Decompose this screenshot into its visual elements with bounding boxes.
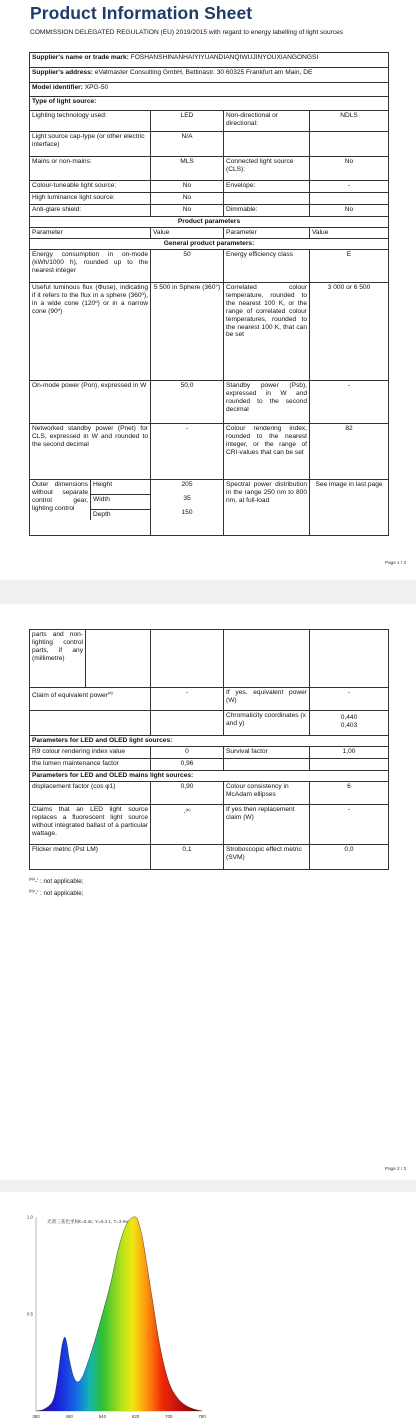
width-value: 35: [151, 494, 223, 508]
supplier-name-row: Supplier's name or trade mark: FOSHANSHINANHAIYIYUANDIANQIWUJINYOUXIANGONGSI: [30, 53, 389, 68]
height-value: 205: [151, 480, 223, 494]
page-1: [0, 0, 416, 580]
x-tick-label: 780: [198, 1414, 206, 1419]
envelope-label: Envelope:: [224, 181, 310, 193]
strobo-value: 0,0: [310, 845, 389, 870]
standby-label: Standby power (Psb), expressed in W and rounded to the second decimal: [224, 381, 310, 424]
standby-value: -: [310, 381, 389, 424]
product-params-heading: Product parameters: [30, 217, 389, 228]
x-tick-labels: [32, 1414, 206, 1419]
supplier-address-row: Supplier's address: eVatmaster Consulting GmbH, Bettinastr. 30 60325 Frankfurt am Main, DE: [30, 68, 389, 83]
y-tick-label: 1.0: [27, 1215, 34, 1220]
empty-cell: [224, 132, 310, 157]
chroma-label: Chromaticity coordinates (x and y): [224, 711, 310, 736]
empty-cell: [224, 759, 310, 771]
outer-dimensions-cell: [30, 480, 151, 536]
mains-value: MLS: [151, 157, 224, 181]
cap-value: N/A: [151, 132, 224, 157]
chart-annotation: X=0.4с, Y=0.4 1, Т=3 ёе: [78, 1219, 128, 1224]
lighting-tech-label: Lighting technology used:: [30, 111, 151, 132]
lighting-tech-value: LED: [151, 111, 224, 132]
width-label: Width: [91, 495, 150, 510]
netstandby-value: -: [151, 424, 224, 480]
onpower-label: On-mode power (Pon), expressed in W: [30, 381, 151, 424]
product-info-table-continued: [29, 629, 389, 870]
nondir-value: NDLS: [310, 111, 389, 132]
type-heading: Type of light source:: [30, 97, 389, 111]
empty-cell: [310, 193, 389, 205]
cri-value: 82: [310, 424, 389, 480]
col-header-value: Value: [151, 228, 224, 239]
disp-label: displacement factor (cos φ1): [30, 782, 151, 805]
replace-label: If yes then replacement claim (W): [224, 805, 310, 845]
empty-cell: [310, 759, 389, 771]
cri-label: Colour rendering index, rounded to the nearest integer, or the range of CRI-values that can be set: [224, 424, 310, 480]
chart-title: 光谱三基色坐标: [47, 1218, 80, 1225]
x-tick-label: 460: [66, 1414, 74, 1419]
eclass-value: E: [310, 250, 389, 283]
mains-params-heading: Parameters for LED and OLED mains light sources:: [30, 771, 389, 782]
empty-cell: [310, 630, 389, 688]
dimmable-value: No: [310, 205, 389, 217]
flicker-label: Flicker metric (Pst LM): [30, 845, 151, 870]
page-number: Page 1 / 3: [385, 560, 406, 565]
outer-dimensions-label: Outer dimensions without separate control gear, lighting control: [30, 480, 90, 520]
flux-value: 5 500 in Sphere (360°): [151, 283, 224, 381]
cls-label: Connected light source (CLS):: [224, 157, 310, 181]
envelope-value: -: [310, 181, 389, 193]
x-tick-label: 620: [132, 1414, 140, 1419]
empty-cell: [224, 630, 310, 688]
equiv-w-label: If yes, equivalent power (W): [224, 688, 310, 711]
empty-cell: [310, 132, 389, 157]
spectral-chart: [0, 1192, 416, 1421]
tune-value: No: [151, 181, 224, 193]
eclass-label: Energy efficiency class: [224, 250, 310, 283]
tune-label: Colour-tuneable light source:: [30, 181, 151, 193]
document-title: Product Information Sheet: [30, 3, 252, 24]
page-separator: [0, 1180, 416, 1192]
depth-label: Depth: [91, 510, 150, 520]
x-tick-label: 380: [32, 1414, 40, 1419]
empty-cell: [224, 193, 310, 205]
survival-value: 1,00: [310, 747, 389, 759]
equiv-w-value: -: [310, 688, 389, 711]
page-separator: [0, 580, 416, 604]
page-number: Page 2 / 3: [385, 1166, 406, 1171]
x-tick-label: 700: [165, 1414, 173, 1419]
antiglare-value: No: [151, 205, 224, 217]
cct-value: 3 000 or 6 500: [310, 283, 389, 381]
y-tick-labels: [27, 1215, 34, 1317]
r9-label: R9 colour rendering index value: [30, 747, 151, 759]
strobo-label: Stroboscopic effect metric (SVM): [224, 845, 310, 870]
disp-value: 0,90: [151, 782, 224, 805]
antiglare-label: Anti-glare shield:: [30, 205, 151, 217]
dimmable-label: Dimmable:: [224, 205, 310, 217]
nondir-label: Non-directional or directional:: [224, 111, 310, 132]
col-header-parameter: Parameter: [224, 228, 310, 239]
model-row: Model identifier: XPG-50: [30, 83, 389, 97]
consist-label: Colour consistency in McAdam ellipses: [224, 782, 310, 805]
highlum-label: High luminance light source:: [30, 193, 151, 205]
spectral-value: See image in last page: [310, 480, 389, 536]
footnote-b: $^{(b)}$'-' : not applicable;: [29, 888, 83, 897]
r9-value: 0: [151, 747, 224, 759]
footnote-a: $^{(a)}$'-' : not applicable;: [29, 876, 83, 885]
flicker-value: 0,1: [151, 845, 224, 870]
flux-label: Useful luminous flux (Φuse), indicating if it refers to the flux in a sphere (360º), in a wide cone (120º) or in a narrow cone (90º): [30, 283, 151, 381]
col-header-value: Value: [310, 228, 389, 239]
regulation-text: COMMISSION DELEGATED REGULATION (EU) 2019/2015 with regard to energy labelling of light sources: [30, 28, 390, 37]
spectral-label: Spectral power distribution in the range 250 nm to 800 nm, at full-load: [224, 480, 310, 536]
claim-label: Claims that an LED light source replaces a fluorescent light source without integrated ballast of a particular wattage.: [30, 805, 151, 845]
empty-cell: [151, 630, 224, 688]
netstandby-label: Networked standby power (Pnet) for CLS, expressed in W and rounded to the second decimal: [30, 424, 151, 480]
survival-label: Survival factor: [224, 747, 310, 759]
highlum-value: No: [151, 193, 224, 205]
dimensions-values-cell: [151, 480, 224, 536]
page-2: [0, 604, 416, 1180]
replace-value: -: [310, 805, 389, 845]
lumen-label: the lumen maintenance factor: [30, 759, 151, 771]
x-tick-label: 540: [99, 1414, 107, 1419]
depth-value: 150: [151, 508, 223, 518]
cap-label: Light source cap-type (or other electric interface): [30, 132, 151, 157]
product-info-table: [29, 52, 389, 536]
equiv-power-label: Claim of equivalent power$^{(a)}$: [30, 688, 151, 711]
chroma-value: 0,440 0,403: [310, 711, 389, 736]
y-tick-label: 0.5: [27, 1312, 34, 1317]
cls-value: No: [310, 157, 389, 181]
energy-value: 50: [151, 250, 224, 283]
height-label: Height: [91, 480, 150, 495]
consist-value: 6: [310, 782, 389, 805]
led-params-heading: Parameters for LED and OLED light sources:: [30, 736, 389, 747]
equiv-power-value: -: [151, 688, 224, 711]
cct-label: Correlated colour temperature, rounded to the nearest 100 K, or the range of correlated colour temperatures, rounded to the nearest 100 K, that can be set: [224, 283, 310, 381]
onpower-value: 50,0: [151, 381, 224, 424]
empty-cell: [151, 711, 224, 736]
mains-label: Mains or non-mains:: [30, 157, 151, 181]
lumen-value: 0,96: [151, 759, 224, 771]
empty-cell: [30, 711, 151, 736]
col-header-parameter: Parameter: [30, 228, 151, 239]
page-3: [0, 1192, 416, 1421]
general-params-heading: General product parameters:: [30, 239, 389, 250]
empty-cell: [86, 630, 151, 688]
outer-dimensions-continued: parts and non-lighting control parts, if any (millimetre): [30, 630, 86, 688]
energy-label: Energy consumption in on-mode (kWh/1000 h), rounded up to the nearest integer: [30, 250, 151, 283]
claim-value: -$^{(b)}$: [151, 805, 224, 845]
